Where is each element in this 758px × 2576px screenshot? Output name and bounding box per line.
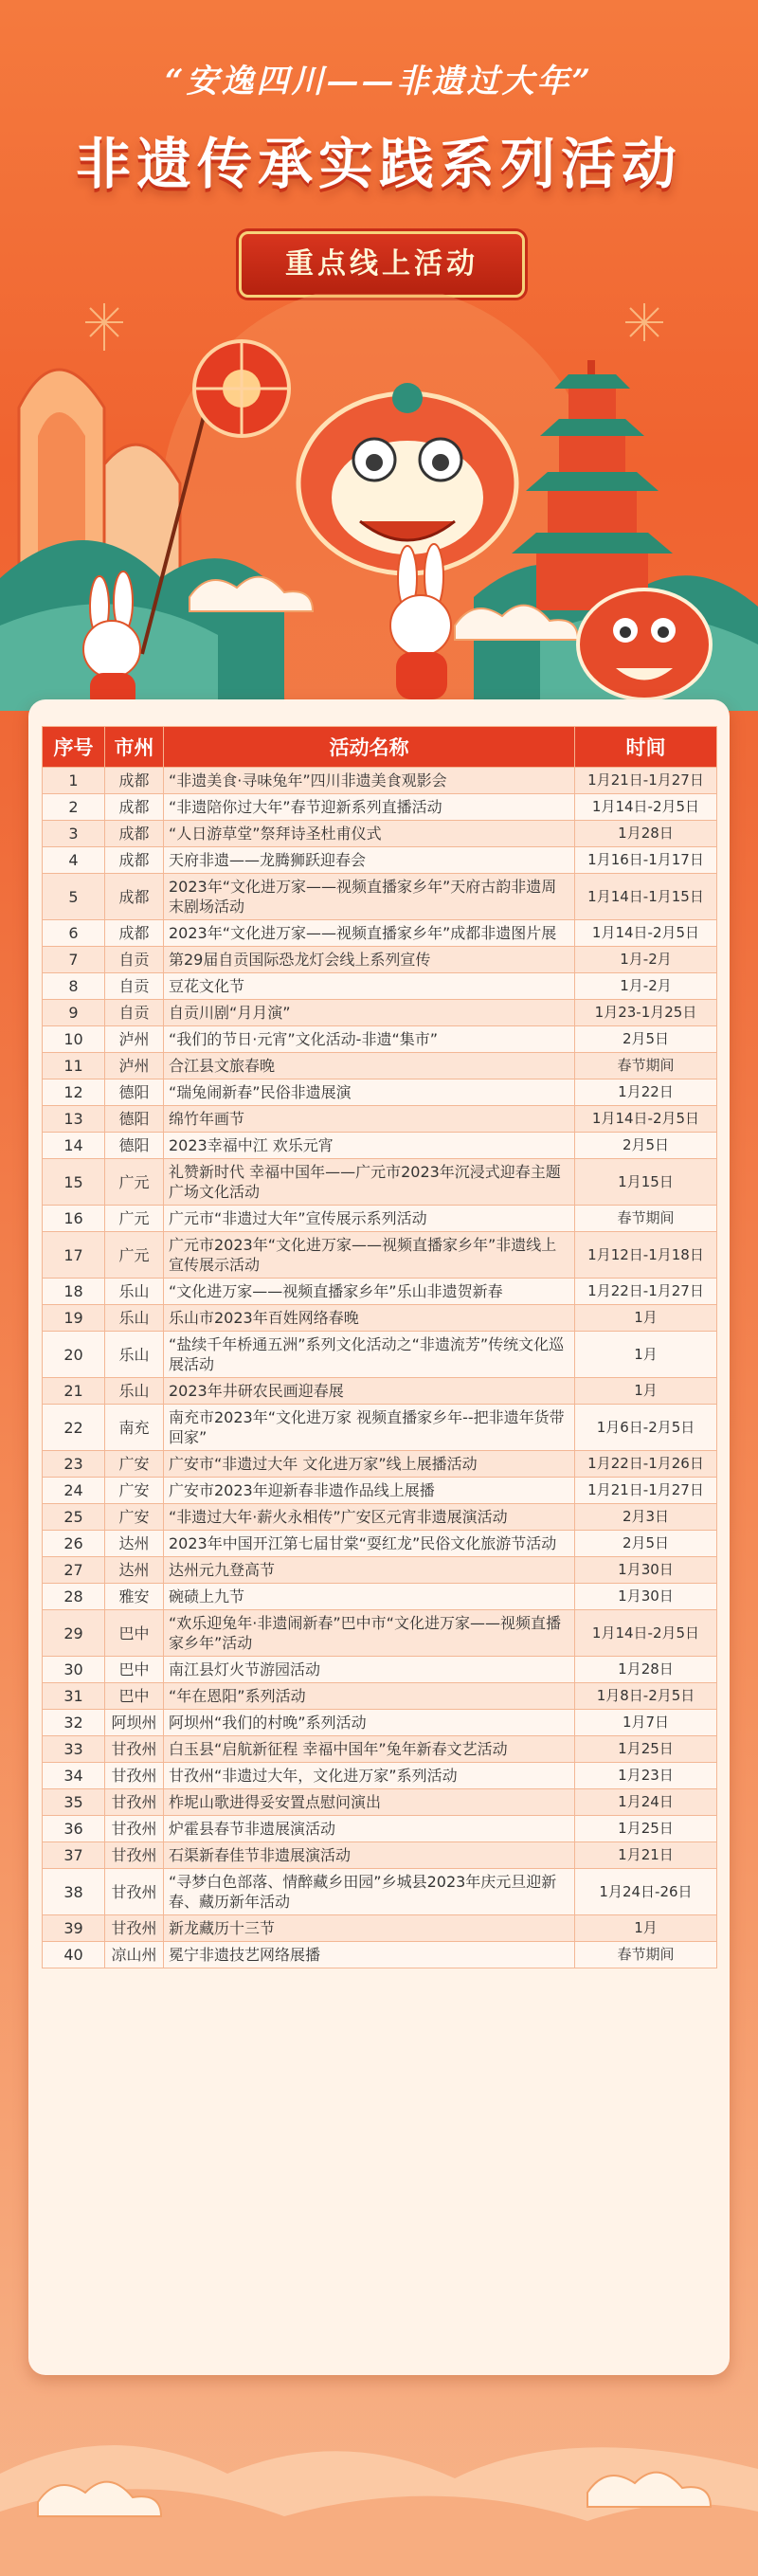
row-city: 成都 <box>105 768 164 794</box>
table-row <box>43 1053 717 1079</box>
row-time: 1月14日-2月5日 <box>575 920 717 947</box>
row-activity-name: 2023幸福中江 欢乐元宵 <box>164 1133 575 1159</box>
table-row <box>43 1657 717 1683</box>
row-time: 1月15日 <box>575 1159 717 1206</box>
table-row <box>43 768 717 794</box>
row-time: 1月14日-2月5日 <box>575 1106 717 1133</box>
row-index: 19 <box>43 1305 105 1332</box>
row-activity-name: “非遗美食·寻味兔年”四川非遗美食观影会 <box>164 768 575 794</box>
row-activity-name: “年在恩阳”系列活动 <box>164 1683 575 1710</box>
table-row <box>43 1000 717 1026</box>
row-time: 1月30日 <box>575 1584 717 1610</box>
row-time: 1月22日-1月26日 <box>575 1451 717 1478</box>
row-index: 26 <box>43 1531 105 1557</box>
row-time: 春节期间 <box>575 1206 717 1232</box>
row-activity-name: 柞坭山歌进得妥安置点慰问演出 <box>164 1789 575 1816</box>
row-city: 巴中 <box>105 1657 164 1683</box>
table-row <box>43 1478 717 1504</box>
table-row <box>43 1079 717 1106</box>
row-city: 甘孜州 <box>105 1763 164 1789</box>
row-index: 23 <box>43 1451 105 1478</box>
row-city: 南充 <box>105 1405 164 1451</box>
row-activity-name: 冕宁非遗技艺网络展播 <box>164 1942 575 1968</box>
row-index: 12 <box>43 1079 105 1106</box>
activity-table <box>42 726 717 1968</box>
row-activity-name: 石渠新春佳节非遗展演活动 <box>164 1842 575 1869</box>
footer-decoration <box>0 2388 758 2576</box>
table-row <box>43 1763 717 1789</box>
row-time: 1月22日 <box>575 1079 717 1106</box>
row-index: 5 <box>43 874 105 920</box>
row-index: 2 <box>43 794 105 821</box>
row-activity-name: 豆花文化节 <box>164 973 575 1000</box>
table-row <box>43 1610 717 1657</box>
row-time: 1月 <box>575 1332 717 1378</box>
row-time: 1月24日-26日 <box>575 1869 717 1915</box>
row-index: 27 <box>43 1557 105 1584</box>
row-city: 自贡 <box>105 947 164 973</box>
row-activity-name: “我们的节日·元宵”文化活动-非遗“集市” <box>164 1026 575 1053</box>
row-index: 38 <box>43 1869 105 1915</box>
row-activity-name: “盐续千年桥通五洲”系列文化活动之“非遗流芳”传统文化巡展活动 <box>164 1332 575 1378</box>
row-time: 1月 <box>575 1305 717 1332</box>
row-city: 巴中 <box>105 1610 164 1657</box>
row-index: 36 <box>43 1816 105 1842</box>
row-city: 自贡 <box>105 1000 164 1026</box>
row-time: 1月6日-2月5日 <box>575 1405 717 1451</box>
row-activity-name: 2023年“文化进万家——视频直播家乡年”天府古韵非遗周末剧场活动 <box>164 874 575 920</box>
row-index: 10 <box>43 1026 105 1053</box>
row-time: 1月30日 <box>575 1557 717 1584</box>
row-activity-name: 炉霍县春节非遗展演活动 <box>164 1816 575 1842</box>
row-city: 甘孜州 <box>105 1869 164 1915</box>
row-time: 1月28日 <box>575 821 717 847</box>
table-row <box>43 1710 717 1736</box>
row-index: 3 <box>43 821 105 847</box>
row-time: 1月 <box>575 1915 717 1942</box>
row-city: 广安 <box>105 1478 164 1504</box>
row-activity-name: “人日游草堂”祭拜诗圣杜甫仪式 <box>164 821 575 847</box>
table-row <box>43 1584 717 1610</box>
row-city: 广安 <box>105 1451 164 1478</box>
row-index: 13 <box>43 1106 105 1133</box>
row-city: 甘孜州 <box>105 1816 164 1842</box>
row-activity-name: 阿坝州“我们的村晚”系列活动 <box>164 1710 575 1736</box>
row-time: 1月7日 <box>575 1710 717 1736</box>
row-time: 2月5日 <box>575 1026 717 1053</box>
row-time: 1月22日-1月27日 <box>575 1279 717 1305</box>
row-city: 达州 <box>105 1531 164 1557</box>
table-row <box>43 1232 717 1279</box>
row-time: 1月24日 <box>575 1789 717 1816</box>
row-city: 乐山 <box>105 1332 164 1378</box>
table-row <box>43 821 717 847</box>
small-lion-icon <box>578 590 711 699</box>
row-city: 甘孜州 <box>105 1789 164 1816</box>
row-time: 1月21日 <box>575 1842 717 1869</box>
table-row <box>43 1942 717 1968</box>
row-activity-name: 南充市2023年“文化进万家 视频直播家乡年--把非遗年货带回家” <box>164 1405 575 1451</box>
row-city: 德阳 <box>105 1079 164 1106</box>
festival-illustration <box>0 294 758 711</box>
row-index: 6 <box>43 920 105 947</box>
row-index: 21 <box>43 1378 105 1405</box>
row-city: 甘孜州 <box>105 1842 164 1869</box>
row-activity-name: 合江县文旅春晚 <box>164 1053 575 1079</box>
row-city: 乐山 <box>105 1279 164 1305</box>
row-activity-name: 自贡川剧“月月演” <box>164 1000 575 1026</box>
row-city: 成都 <box>105 920 164 947</box>
page-title: 非遗传承实践系列活动 <box>75 132 682 196</box>
campaign-quote: “安逸四川——非遗过大年” <box>164 63 594 100</box>
row-index: 29 <box>43 1610 105 1657</box>
row-index: 40 <box>43 1942 105 1968</box>
row-index: 28 <box>43 1584 105 1610</box>
row-time: 1月16日-1月17日 <box>575 847 717 874</box>
row-city: 甘孜州 <box>105 1736 164 1763</box>
row-time: 1月-2月 <box>575 973 717 1000</box>
row-city: 雅安 <box>105 1584 164 1610</box>
row-city: 成都 <box>105 874 164 920</box>
row-activity-name: 甘孜州“非遗过大年，文化进万家”系列活动 <box>164 1763 575 1789</box>
row-index: 25 <box>43 1504 105 1531</box>
row-index: 1 <box>43 768 105 794</box>
row-index: 33 <box>43 1736 105 1763</box>
row-city: 德阳 <box>105 1106 164 1133</box>
table-row <box>43 794 717 821</box>
table-header-row <box>43 727 717 768</box>
row-time: 2月5日 <box>575 1133 717 1159</box>
row-index: 18 <box>43 1279 105 1305</box>
row-index: 15 <box>43 1159 105 1206</box>
row-time: 1月 <box>575 1378 717 1405</box>
row-activity-name: “瑞兔闹新春”民俗非遗展演 <box>164 1079 575 1106</box>
table-row <box>43 920 717 947</box>
row-time: 1月25日 <box>575 1816 717 1842</box>
row-activity-name: 新龙藏历十三节 <box>164 1915 575 1942</box>
row-time: 1月23日 <box>575 1763 717 1789</box>
row-index: 24 <box>43 1478 105 1504</box>
header-time: 时间 <box>575 727 717 768</box>
row-index: 32 <box>43 1710 105 1736</box>
table-row <box>43 1026 717 1053</box>
row-city: 成都 <box>105 794 164 821</box>
row-activity-name: 广元市“非遗过大年”宣传展示系列活动 <box>164 1206 575 1232</box>
row-index: 14 <box>43 1133 105 1159</box>
row-city: 广元 <box>105 1159 164 1206</box>
row-index: 11 <box>43 1053 105 1079</box>
table-row <box>43 1683 717 1710</box>
row-time: 1月12日-1月18日 <box>575 1232 717 1279</box>
table-row <box>43 1206 717 1232</box>
row-activity-name: 白玉县“启航新征程 幸福中国年”兔年新春文艺活动 <box>164 1736 575 1763</box>
row-index: 7 <box>43 947 105 973</box>
row-index: 17 <box>43 1232 105 1279</box>
row-city: 广元 <box>105 1232 164 1279</box>
row-activity-name: 礼赞新时代 幸福中国年——广元市2023年沉浸式迎春主题广场文化活动 <box>164 1159 575 1206</box>
row-city: 成都 <box>105 847 164 874</box>
table-row <box>43 1451 717 1478</box>
row-time: 1月-2月 <box>575 947 717 973</box>
row-index: 16 <box>43 1206 105 1232</box>
row-activity-name: 乐山市2023年百姓网络春晚 <box>164 1305 575 1332</box>
activity-table-card <box>28 699 730 2375</box>
row-city: 巴中 <box>105 1683 164 1710</box>
row-city: 乐山 <box>105 1378 164 1405</box>
table-row <box>43 1557 717 1584</box>
row-index: 35 <box>43 1789 105 1816</box>
row-time: 2月5日 <box>575 1531 717 1557</box>
row-city: 达州 <box>105 1557 164 1584</box>
row-time: 2月3日 <box>575 1504 717 1531</box>
table-row <box>43 1842 717 1869</box>
table-row <box>43 1133 717 1159</box>
table-row <box>43 1789 717 1816</box>
row-activity-name: 广安市“非遗过大年 文化进万家”线上展播活动 <box>164 1451 575 1478</box>
table-row <box>43 1405 717 1451</box>
row-index: 9 <box>43 1000 105 1026</box>
row-index: 8 <box>43 973 105 1000</box>
table-row <box>43 1305 717 1332</box>
table-row <box>43 947 717 973</box>
table-row <box>43 973 717 1000</box>
row-index: 22 <box>43 1405 105 1451</box>
row-index: 4 <box>43 847 105 874</box>
row-time: 1月23-1月25日 <box>575 1000 717 1026</box>
row-activity-name: “文化进万家——视频直播家乡年”乐山非遗贺新春 <box>164 1279 575 1305</box>
table-row <box>43 1736 717 1763</box>
row-activity-name: 广元市2023年“文化进万家——视频直播家乡年”非遗线上宣传展示活动 <box>164 1232 575 1279</box>
row-index: 30 <box>43 1657 105 1683</box>
row-index: 20 <box>43 1332 105 1378</box>
row-time: 1月14日-1月15日 <box>575 874 717 920</box>
row-activity-name: 2023年中国开江第七届甘棠“耍红龙”民俗文化旅游节活动 <box>164 1531 575 1557</box>
table-row <box>43 1332 717 1378</box>
row-time: 1月14日-2月5日 <box>575 794 717 821</box>
row-city: 广安 <box>105 1504 164 1531</box>
row-time: 1月8日-2月5日 <box>575 1683 717 1710</box>
section-badge: 重点线上活动 <box>239 231 525 298</box>
table-row <box>43 1159 717 1206</box>
row-index: 34 <box>43 1763 105 1789</box>
row-activity-name: “非遗陪你过大年”春节迎新系列直播活动 <box>164 794 575 821</box>
row-activity-name: 天府非遗——龙腾狮跃迎春会 <box>164 847 575 874</box>
row-index: 31 <box>43 1683 105 1710</box>
header-activity-name: 活动名称 <box>164 727 575 768</box>
row-activity-name: “非遗过大年·薪火永相传”广安区元宵非遗展演活动 <box>164 1504 575 1531</box>
row-activity-name: “欢乐迎兔年·非遗闹新春”巴中市“文化进万家——视频直播家乡年”活动 <box>164 1610 575 1657</box>
row-time: 1月25日 <box>575 1736 717 1763</box>
header-index: 序号 <box>43 727 105 768</box>
table-row <box>43 847 717 874</box>
row-activity-name: 碗碛上九节 <box>164 1584 575 1610</box>
row-activity-name: 第29届自贡国际恐龙灯会线上系列宣传 <box>164 947 575 973</box>
row-city: 德阳 <box>105 1133 164 1159</box>
row-activity-name: 2023年井研农民画迎春展 <box>164 1378 575 1405</box>
row-city: 阿坝州 <box>105 1710 164 1736</box>
table-row <box>43 1106 717 1133</box>
row-time: 春节期间 <box>575 1053 717 1079</box>
row-city: 乐山 <box>105 1305 164 1332</box>
row-time: 1月21日-1月27日 <box>575 1478 717 1504</box>
table-row <box>43 874 717 920</box>
row-activity-name: 绵竹年画节 <box>164 1106 575 1133</box>
row-time: 1月21日-1月27日 <box>575 768 717 794</box>
row-city: 泸州 <box>105 1026 164 1053</box>
header-city: 市州 <box>105 727 164 768</box>
table-row <box>43 1378 717 1405</box>
row-activity-name: “寻梦白色部落、情醉藏乡田园”乡城县2023年庆元旦迎新春、藏历新年活动 <box>164 1869 575 1915</box>
table-row <box>43 1279 717 1305</box>
row-city: 自贡 <box>105 973 164 1000</box>
row-city: 泸州 <box>105 1053 164 1079</box>
row-activity-name: 达州元九登高节 <box>164 1557 575 1584</box>
table-row <box>43 1504 717 1531</box>
row-activity-name: 2023年“文化进万家——视频直播家乡年”成都非遗图片展 <box>164 920 575 947</box>
table-row <box>43 1869 717 1915</box>
row-activity-name: 南江县灯火节游园活动 <box>164 1657 575 1683</box>
row-city: 广元 <box>105 1206 164 1232</box>
table-row <box>43 1816 717 1842</box>
row-time: 1月28日 <box>575 1657 717 1683</box>
table-row <box>43 1531 717 1557</box>
table-row <box>43 1915 717 1942</box>
row-city: 凉山州 <box>105 1942 164 1968</box>
row-index: 37 <box>43 1842 105 1869</box>
row-time: 春节期间 <box>575 1942 717 1968</box>
row-time: 1月14日-2月5日 <box>575 1610 717 1657</box>
row-activity-name: 广安市2023年迎新春非遗作品线上展播 <box>164 1478 575 1504</box>
row-city: 甘孜州 <box>105 1915 164 1942</box>
row-city: 成都 <box>105 821 164 847</box>
row-index: 39 <box>43 1915 105 1942</box>
